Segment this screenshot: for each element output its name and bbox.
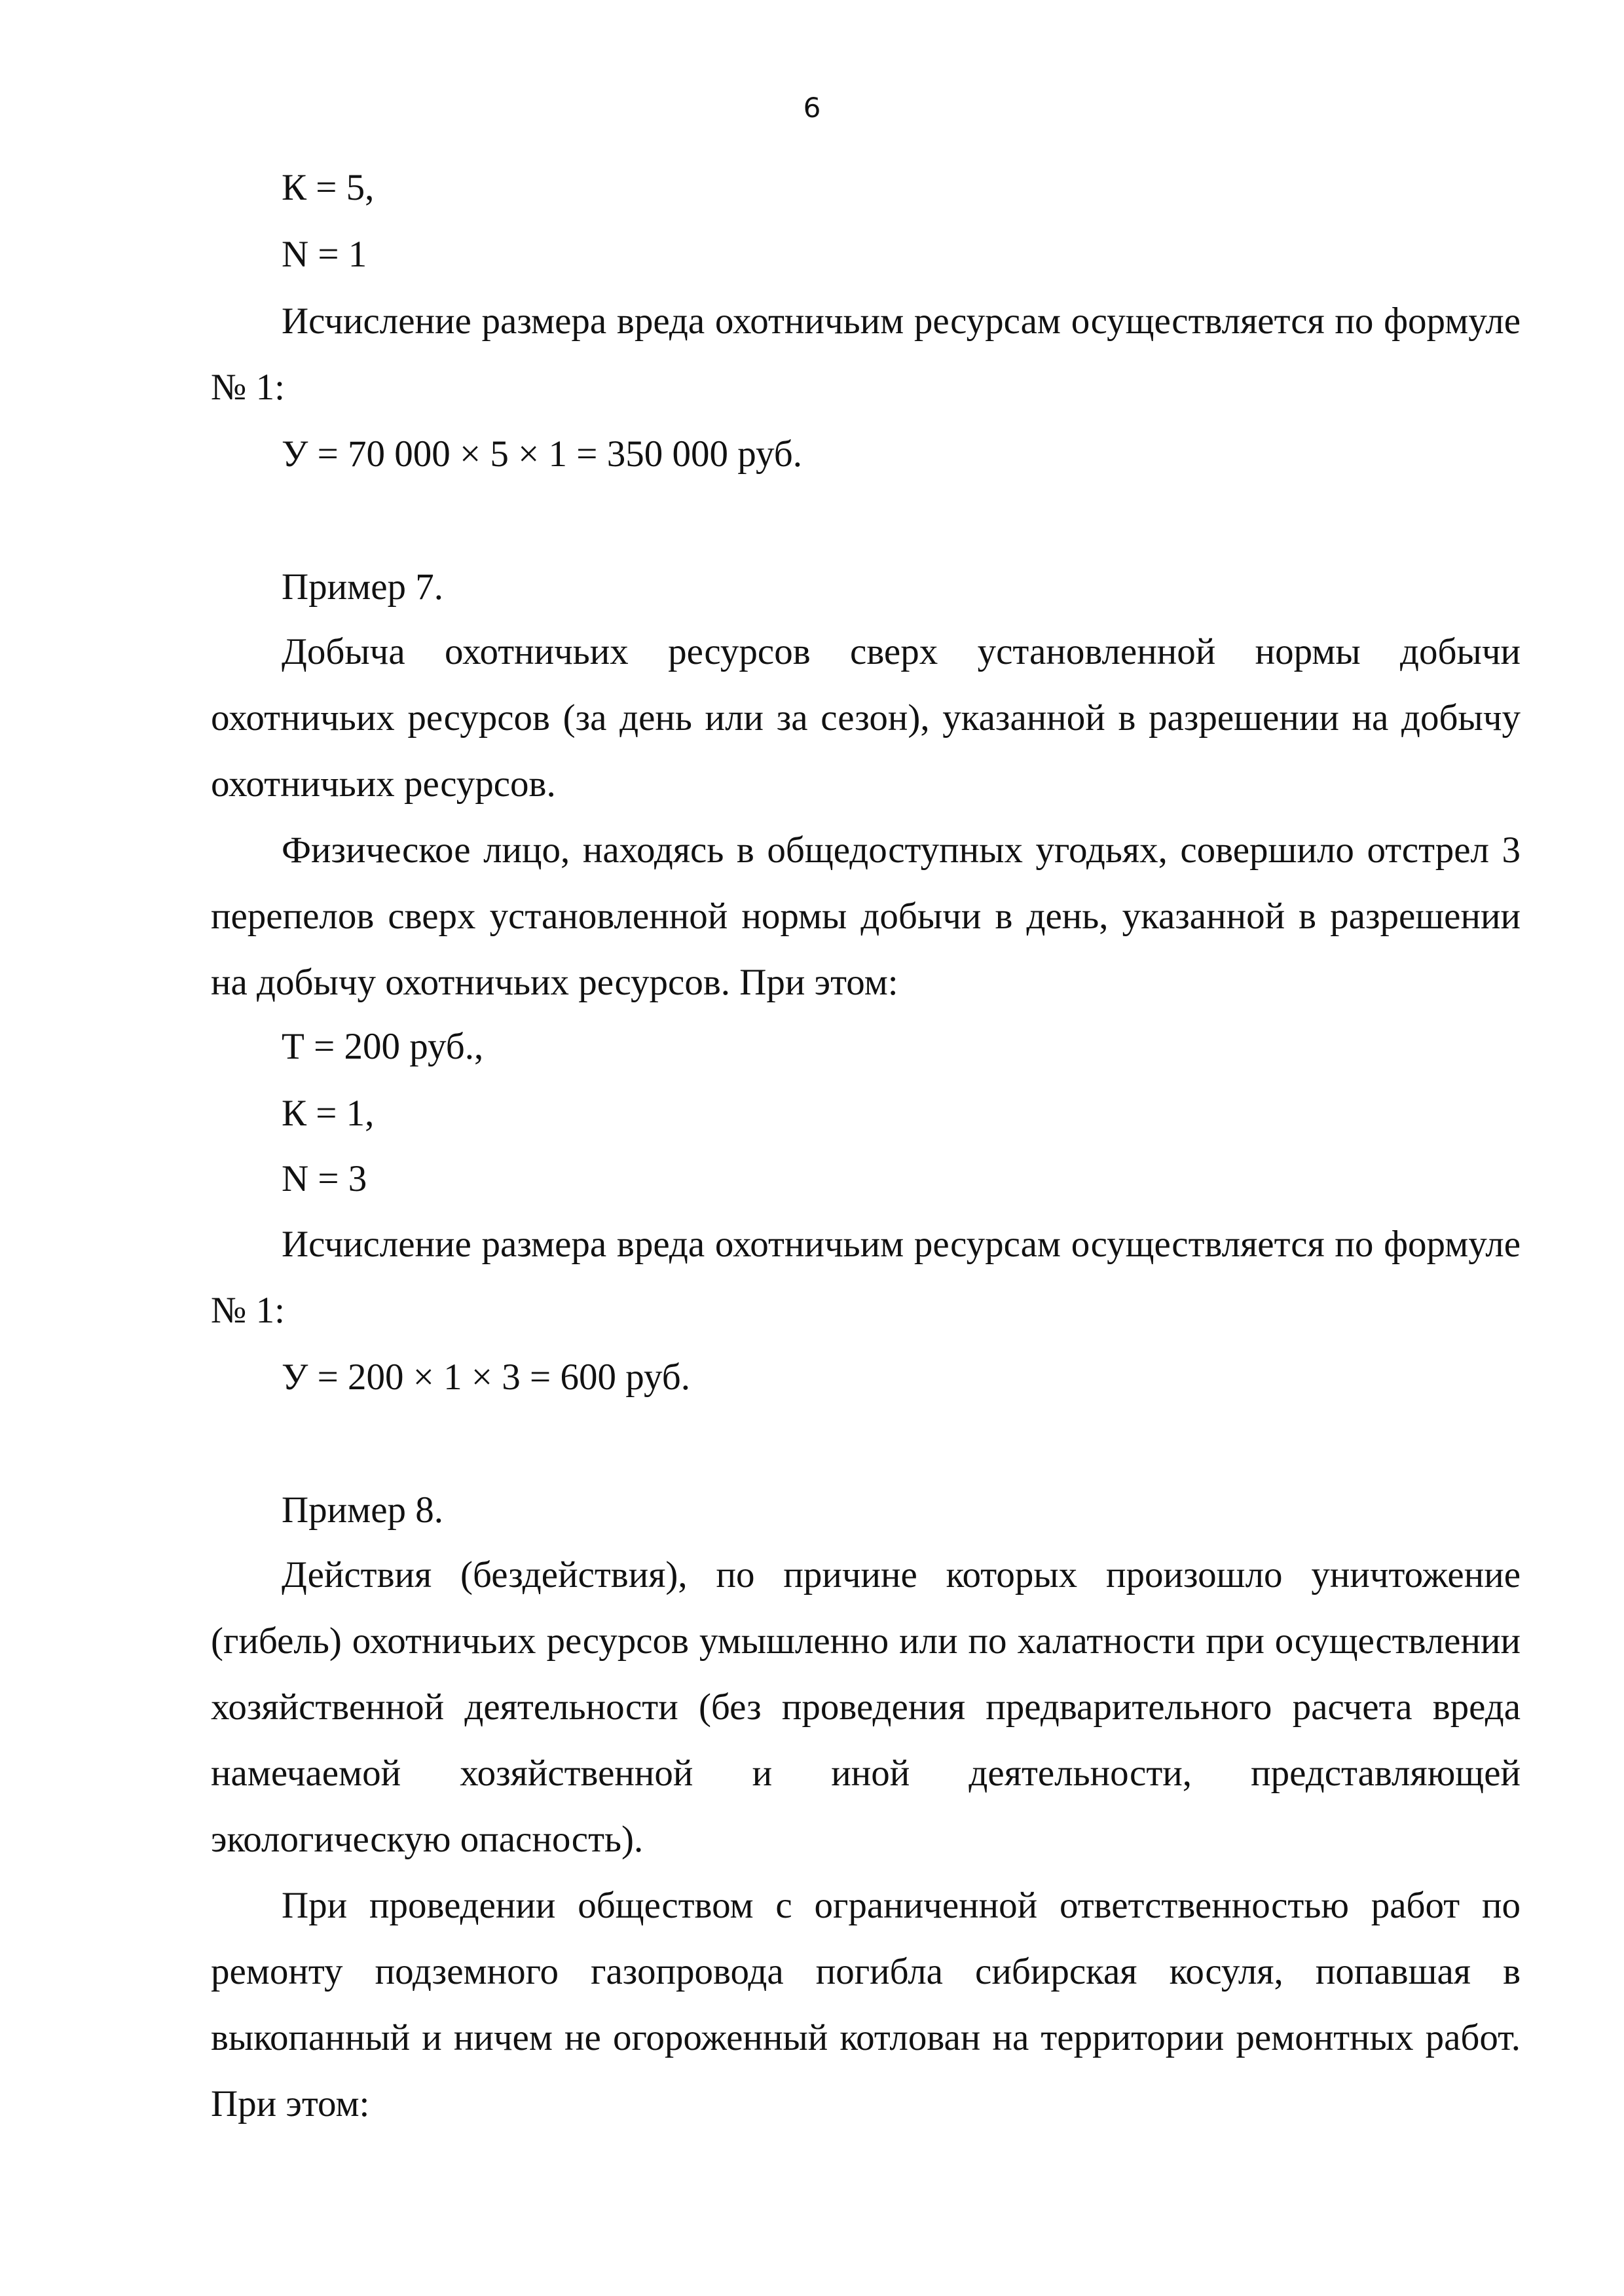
example-8-description-paragraph: При проведении обществом с ограниченной ответственностью работ по ремонту подземного газопровода погибла сибирская косуля, попавшая в выкопанный и ничем не огороженный котлован на территории ремонтных работ. При этом: <box>211 1885 1521 2124</box>
n-value-line: N = 1 <box>282 234 367 275</box>
k-value-line: К = 1, <box>282 1093 375 1134</box>
example-7-heading: Пример 7. <box>282 566 444 608</box>
example-8-heading: Пример 8. <box>282 1489 444 1531</box>
formula-line: У = 70 000 × 5 × 1 = 350 000 руб. <box>282 433 802 475</box>
t-value-line: Т = 200 руб., <box>282 1026 484 1067</box>
n-value-line: N = 3 <box>282 1158 367 1199</box>
example-8-title-paragraph: Действия (бездействия), по причине которых произошло уничтожение (гибель) охотничьих ресурсов умышленно или по халатности при осуществлении хозяйственной деятельности (без проведения предварительного расчета вреда намечаемой хозяйственной и иной деятельности, представляющей экологическую опасность). <box>211 1554 1521 1860</box>
k-value-line: К = 5, <box>282 167 375 208</box>
page-number: 6 <box>803 92 821 124</box>
calculation-paragraph: Исчисление размера вреда охотничьим ресурсам осуществляется по формуле № 1: <box>211 301 1521 408</box>
example-7-description-paragraph: Физическое лицо, находясь в общедоступных угодьях, совершило отстрел 3 перепелов сверх установленной нормы добычи в день, указанной в разрешении на добычу охотничьих ресурсов. При этом: <box>211 829 1521 1003</box>
formula-line: У = 200 × 1 × 3 = 600 руб. <box>282 1357 690 1398</box>
calculation-paragraph: Исчисление размера вреда охотничьим ресурсам осуществляется по формуле № 1: <box>211 1224 1521 1331</box>
example-7-title-paragraph: Добыча охотничьих ресурсов сверх установленной нормы добычи охотничьих ресурсов (за день или за сезон), указанной в разрешении на добычу охотничьих ресурсов. <box>211 631 1521 805</box>
